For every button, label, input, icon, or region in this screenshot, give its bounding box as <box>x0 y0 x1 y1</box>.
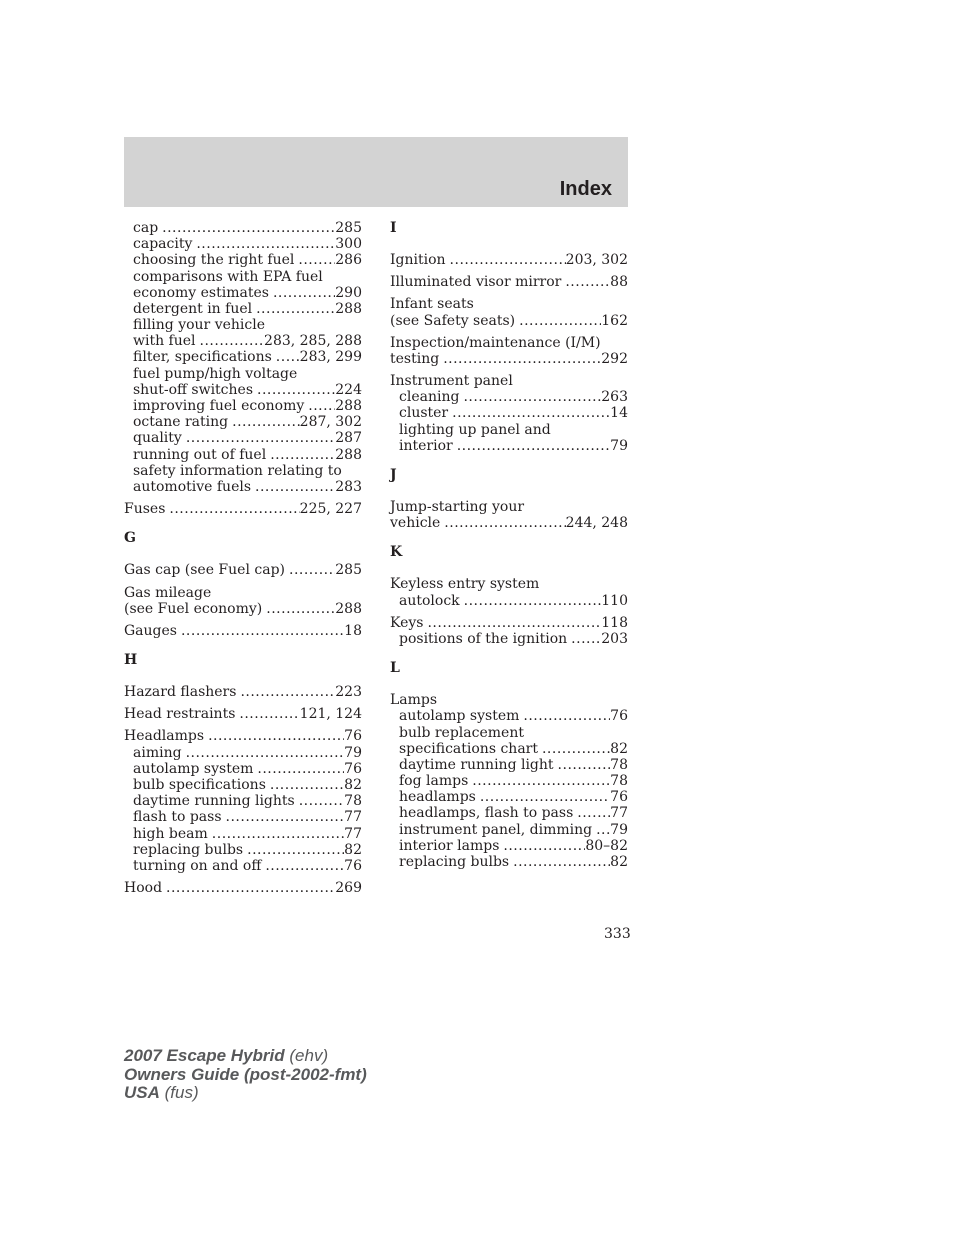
entry-label: specifications chart <box>399 740 538 757</box>
entry-label: Lamps <box>390 692 438 709</box>
dot-leader <box>538 741 610 757</box>
dot-leader <box>162 880 335 896</box>
entry-label: high beam <box>133 825 208 842</box>
index-line <box>124 729 362 745</box>
index-line <box>390 515 628 531</box>
entry-label: interior <box>399 437 453 454</box>
entry-label: Keys <box>390 614 424 631</box>
index-entry <box>124 880 362 896</box>
page-reference: 162 <box>601 312 628 329</box>
dot-leader <box>269 285 335 301</box>
dot-leader <box>204 728 344 744</box>
page-reference: 82 <box>610 854 628 871</box>
footer-market: USA <box>124 1083 160 1102</box>
page-reference: 121, 124 <box>299 706 362 723</box>
page-reference: 118 <box>601 614 628 631</box>
entry-label: autolock <box>399 592 460 609</box>
page-reference: 287 <box>335 430 362 447</box>
page-reference: 82 <box>344 777 362 794</box>
entry-label: cap <box>133 219 159 236</box>
entry-label: Instrument panel <box>390 373 513 390</box>
entry-label: improving fuel economy <box>133 398 305 415</box>
index-subentry <box>390 773 628 789</box>
entry-label: positions of the ignition <box>399 630 568 647</box>
index-entry <box>124 220 362 495</box>
page-reference: 223 <box>335 684 362 701</box>
index-subentry <box>124 761 362 777</box>
index-line <box>390 615 628 631</box>
page-reference: 76 <box>344 857 362 874</box>
page-reference: 269 <box>335 880 362 897</box>
footer-line-3 <box>124 1084 367 1103</box>
entry-label: filling your vehicle <box>133 317 265 334</box>
index-subentry <box>390 822 628 838</box>
page-reference: 283, 285, 288 <box>264 333 362 350</box>
index-entry <box>390 615 628 647</box>
page-reference: 288 <box>335 446 362 463</box>
dot-leader <box>235 706 299 722</box>
index-subentry <box>124 809 362 825</box>
index-line <box>124 585 362 601</box>
footer-line-2 <box>124 1066 367 1085</box>
entry-label: filter, specifications <box>133 349 272 366</box>
page-reference: 78 <box>610 756 628 773</box>
entry-label: Head restraints <box>124 706 236 723</box>
page-reference: 88 <box>610 274 628 291</box>
index-column-left <box>124 220 362 902</box>
index-entry <box>390 335 628 367</box>
dot-leader <box>294 252 335 268</box>
page-reference: 225, 227 <box>299 501 362 518</box>
page-reference: 76 <box>344 760 362 777</box>
dot-leader <box>460 593 602 609</box>
entry-label: Infant seats <box>390 296 474 313</box>
entry-label: autolamp system <box>133 760 254 777</box>
index-subentry <box>124 317 362 333</box>
page-reference: 283 <box>335 478 362 495</box>
footer <box>124 1047 367 1103</box>
index-subentry <box>390 631 628 647</box>
page-reference: 82 <box>610 740 628 757</box>
dot-leader <box>228 414 300 430</box>
dot-leader <box>262 601 335 617</box>
index-subentry <box>124 858 362 874</box>
dot-leader <box>261 858 344 874</box>
dot-leader <box>476 789 610 805</box>
dot-leader <box>236 684 335 700</box>
entry-label: flash to pass <box>133 809 222 826</box>
page-reference: 244, 248 <box>565 515 628 532</box>
dot-leader <box>253 761 344 777</box>
index-entry <box>390 499 628 531</box>
entry-label: daytime running light <box>399 756 554 773</box>
section-letter: L <box>390 660 400 677</box>
index-subentry <box>390 422 628 438</box>
page-reference: 292 <box>601 350 628 367</box>
dot-leader <box>177 623 344 639</box>
dot-leader <box>448 405 610 421</box>
page-reference: 285 <box>335 219 362 236</box>
index-subentry <box>390 806 628 822</box>
dot-leader <box>158 220 335 236</box>
page-reference: 300 <box>335 236 362 253</box>
entry-label: Headlamps <box>124 728 205 745</box>
index-subentry <box>390 406 628 422</box>
page-title: Index <box>559 178 612 200</box>
entry-label: aiming <box>133 744 182 761</box>
entry-label: cluster <box>399 405 449 422</box>
index-subentry <box>124 285 362 301</box>
entry-label: capacity <box>133 236 193 253</box>
page-reference: 78 <box>610 773 628 790</box>
page-reference: 76 <box>610 708 628 725</box>
index-line <box>124 623 362 639</box>
footer-market-code: (fus) <box>164 1083 199 1102</box>
page-reference: 79 <box>610 821 628 838</box>
entry-label: interior lamps <box>399 837 500 854</box>
page-reference: 263 <box>601 389 628 406</box>
index-line <box>390 274 628 290</box>
index-entry <box>124 562 362 578</box>
page-reference: 77 <box>610 805 628 822</box>
dot-leader <box>222 809 345 825</box>
page-reference: 203, 302 <box>565 251 628 268</box>
dot-leader <box>561 274 610 290</box>
entry-label: replacing bulbs <box>133 841 244 858</box>
index-subentry <box>124 366 362 382</box>
index-entry <box>124 585 362 617</box>
dot-leader <box>592 822 610 838</box>
entry-label: daytime running lights <box>133 793 295 810</box>
dot-leader <box>272 349 300 365</box>
index-line <box>390 576 628 592</box>
index-subentry <box>124 252 362 268</box>
index-line <box>390 351 628 367</box>
dot-leader <box>285 562 335 578</box>
dot-leader <box>251 479 335 495</box>
index-subentry <box>390 708 628 724</box>
entry-label: replacing bulbs <box>399 854 510 871</box>
index-line <box>390 335 628 351</box>
dot-leader <box>468 773 610 789</box>
index-line <box>390 296 628 312</box>
index-subentry <box>124 301 362 317</box>
index-entry <box>390 692 628 870</box>
dot-leader <box>423 615 601 631</box>
index-entry <box>390 373 628 454</box>
dot-leader <box>509 854 610 870</box>
page-reference: 224 <box>335 381 362 398</box>
dot-leader <box>182 745 345 761</box>
index-subentry <box>124 414 362 430</box>
index-subentry <box>390 838 628 854</box>
page-reference: 82 <box>344 841 362 858</box>
entry-label: (see Fuel economy) <box>124 600 263 617</box>
page-reference: 283, 299 <box>299 349 362 366</box>
dot-leader <box>243 842 344 858</box>
entry-label: headlamps <box>399 789 476 806</box>
entry-label: Ignition <box>390 251 446 268</box>
entry-label: comparisons with EPA fuel <box>133 268 323 285</box>
index-line <box>124 601 362 617</box>
index-entry <box>390 296 628 328</box>
index-subentry <box>390 389 628 405</box>
dot-leader <box>499 838 585 854</box>
page-reference: 18 <box>344 622 362 639</box>
page-reference: 287, 302 <box>299 414 362 431</box>
index-column-right <box>390 220 628 876</box>
index-line <box>390 313 628 329</box>
page-reference: 79 <box>344 744 362 761</box>
section-letter: I <box>390 220 397 236</box>
index-subentry <box>390 438 628 454</box>
index-entry <box>390 252 628 268</box>
footer-model-code: (ehv) <box>289 1046 329 1065</box>
entry-label: Gas mileage <box>124 584 212 601</box>
index-line <box>390 373 628 389</box>
entry-label: Hazard flashers <box>124 684 237 701</box>
section-letter: K <box>390 544 403 561</box>
index-subentry <box>124 350 362 366</box>
dot-leader <box>266 447 335 463</box>
entry-label: lighting up panel and <box>399 421 551 438</box>
index-line <box>390 692 628 708</box>
index-line <box>124 880 362 896</box>
page-reference: 79 <box>610 437 628 454</box>
page-reference: 286 <box>335 252 362 269</box>
entry-label: detergent in fuel <box>133 300 253 317</box>
dot-leader <box>440 515 565 531</box>
dot-leader <box>295 793 344 809</box>
entry-label: cleaning <box>399 389 460 406</box>
entry-label: automotive fuels <box>133 478 252 495</box>
page-reference: 76 <box>610 789 628 806</box>
index-subentry <box>124 777 362 793</box>
header-band <box>124 137 628 207</box>
index-subentry <box>124 826 362 842</box>
dot-leader <box>567 631 601 647</box>
entry-label: Jump-starting your <box>390 499 525 516</box>
index-subentry <box>124 793 362 809</box>
page-reference: 290 <box>335 284 362 301</box>
dot-leader <box>459 389 601 405</box>
entry-label: (see Safety seats) <box>390 312 516 329</box>
entry-label: vehicle <box>390 515 441 532</box>
index-subentry <box>124 463 362 479</box>
entry-label: bulb specifications <box>133 777 266 794</box>
dot-leader <box>439 351 601 367</box>
dot-leader <box>453 438 610 454</box>
dot-leader <box>182 430 335 446</box>
index-subentry <box>124 220 362 236</box>
index-subentry <box>124 430 362 446</box>
index-line <box>124 562 362 578</box>
index-subentry <box>124 269 362 285</box>
index-subentry <box>390 789 628 805</box>
entry-label: fog lamps <box>399 773 469 790</box>
entry-label: Hood <box>124 880 163 897</box>
index-subentry <box>390 854 628 870</box>
entry-label: choosing the right fuel <box>133 252 295 269</box>
dot-leader <box>515 313 601 329</box>
page-number: 333 <box>604 926 631 942</box>
entry-label: fuel pump/high voltage <box>133 365 298 382</box>
index-subentry <box>390 741 628 757</box>
dot-leader <box>554 757 611 773</box>
dot-leader <box>253 382 335 398</box>
index-entry <box>124 501 362 517</box>
index-subentry <box>124 447 362 463</box>
dot-leader <box>208 826 344 842</box>
entry-label: Keyless entry system <box>390 576 540 593</box>
entry-label: quality <box>133 430 182 447</box>
index-line <box>390 252 628 268</box>
dot-leader <box>165 501 299 517</box>
entry-label: Inspection/maintenance (I/M) <box>390 334 601 351</box>
index-subentry <box>124 236 362 252</box>
footer-guide: Owners Guide (post-2002-fmt) <box>124 1064 367 1084</box>
section-letter: H <box>124 652 138 669</box>
entry-label: testing <box>390 350 440 367</box>
index-entry <box>124 706 362 722</box>
dot-leader <box>192 236 335 252</box>
index-entry <box>124 623 362 639</box>
index-entry <box>390 274 628 290</box>
footer-model: 2007 Escape Hybrid <box>124 1046 285 1065</box>
index-entry <box>390 576 628 608</box>
entry-label: Fuses <box>124 501 166 518</box>
dot-leader <box>266 777 344 793</box>
page-reference: 110 <box>601 592 628 609</box>
entry-label: bulb replacement <box>399 724 524 741</box>
index-subentry <box>124 333 362 349</box>
page-reference: 288 <box>335 600 362 617</box>
index-subentry <box>124 398 362 414</box>
dot-leader <box>304 398 335 414</box>
index-line <box>390 499 628 515</box>
page-reference: 77 <box>344 809 362 826</box>
dot-leader <box>519 708 610 724</box>
section-letter: G <box>124 530 136 547</box>
dot-leader <box>446 252 566 268</box>
index-entry <box>124 729 362 875</box>
page-reference: 288 <box>335 300 362 317</box>
index-subentry <box>390 725 628 741</box>
page-reference: 78 <box>344 793 362 810</box>
entry-label: safety information relating to <box>133 462 342 479</box>
index-line <box>124 684 362 700</box>
entry-label: Gas cap (see Fuel cap) <box>124 562 285 579</box>
entry-label: Illuminated visor mirror <box>390 274 562 291</box>
page-reference: 76 <box>344 728 362 745</box>
entry-label: turning on and off <box>133 857 262 874</box>
index-subentry <box>124 842 362 858</box>
page-reference: 285 <box>335 562 362 579</box>
entry-label: running out of fuel <box>133 446 267 463</box>
index-line <box>124 501 362 517</box>
index-line <box>124 706 362 722</box>
dot-leader <box>196 333 265 349</box>
index-subentry <box>124 745 362 761</box>
index-subentry <box>124 382 362 398</box>
entry-label: instrument panel, dimming <box>399 821 593 838</box>
index-subentry <box>390 757 628 773</box>
entry-label: headlamps, flash to pass <box>399 805 574 822</box>
page-reference: 288 <box>335 398 362 415</box>
index-entry <box>124 684 362 700</box>
index-subentry <box>124 479 362 495</box>
page-reference: 203 <box>601 630 628 647</box>
index-subentry <box>390 593 628 609</box>
section-letter: J <box>390 467 397 484</box>
dot-leader <box>573 805 610 821</box>
entry-label: autolamp system <box>399 708 520 725</box>
entry-label: octane rating <box>133 414 229 431</box>
page-reference: 14 <box>610 405 628 422</box>
page-reference: 77 <box>344 825 362 842</box>
entry-label: Gauges <box>124 622 177 639</box>
entry-label: shut-off switches <box>133 381 253 398</box>
page-reference: 80–82 <box>585 837 628 854</box>
footer-line-1 <box>124 1047 367 1066</box>
dot-leader <box>252 301 335 317</box>
entry-label: economy estimates <box>133 284 269 301</box>
entry-label: with fuel <box>133 333 196 350</box>
